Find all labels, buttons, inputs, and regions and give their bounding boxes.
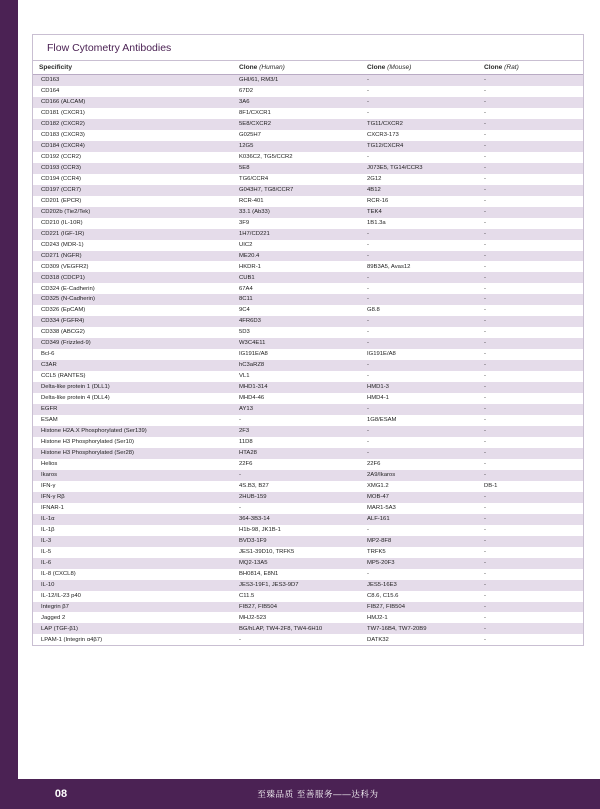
- column-header-clone-rat-label: Clone: [484, 64, 503, 71]
- cell-clone: -: [478, 119, 583, 130]
- cell-clone: -: [478, 97, 583, 108]
- cell-specificity: IL-1α: [33, 514, 233, 525]
- cell-specificity: CD210 (IL-10R): [41, 219, 83, 226]
- cell-clone: -: [478, 229, 583, 240]
- cell-clone: MQ2-13A5: [233, 558, 361, 569]
- cell-clone: -: [478, 272, 583, 283]
- cell-specificity: CD309 (VEGFR2): [41, 263, 89, 270]
- cell-clone: FIB27, FIB504: [233, 602, 361, 613]
- cell-clone: TRFK5: [367, 548, 386, 555]
- table-row: [33, 536, 583, 547]
- cell-clone: 1G8/ESAM: [367, 417, 397, 424]
- cell-clone: -: [484, 197, 486, 204]
- cell-specificity: CD192 (CCR2): [41, 153, 81, 160]
- cell-specificity: CD243 (MDR-1): [41, 241, 84, 248]
- table-row: [33, 86, 583, 97]
- cell-specificity: Histone H2A.X Phosphorylated (Ser139): [33, 426, 233, 437]
- cell-specificity: CCL5 (RANTES): [41, 373, 86, 380]
- cell-clone: -: [367, 285, 369, 292]
- table-body: [33, 75, 583, 646]
- cell-clone: -: [478, 207, 583, 218]
- cell-clone: JES5-16E3: [361, 580, 478, 591]
- cell-clone: MHJ2-523: [239, 614, 267, 621]
- cell-clone: 9C4: [239, 307, 250, 314]
- cell-specificity: CD166 (ALCAM): [33, 97, 233, 108]
- cell-clone: W3C4E11: [233, 338, 361, 349]
- cell-clone: -: [361, 75, 478, 86]
- cell-specificity: LAP (TGF-β1): [33, 623, 233, 634]
- antibody-table-container: [32, 34, 584, 646]
- cell-clone: HTA28: [233, 448, 361, 459]
- cell-specificity: CD164: [41, 88, 60, 95]
- cell-clone: -: [361, 251, 478, 262]
- cell-specificity: Bcl-6: [41, 351, 55, 358]
- cell-clone: MAR1-5A3: [367, 504, 396, 511]
- cell-specificity: IFN-γ Rβ: [33, 492, 233, 503]
- cell-clone: -: [361, 426, 478, 437]
- cell-clone: -: [484, 219, 486, 226]
- cell-clone: 5E8/CXCR2: [233, 119, 361, 130]
- table-row: [33, 185, 583, 196]
- table-row: [33, 130, 583, 141]
- table-row: [33, 503, 583, 514]
- cell-clone: MOB-47: [361, 492, 478, 503]
- table-header: [33, 61, 583, 75]
- cell-clone: -: [367, 153, 369, 160]
- cell-clone: J073E5, TG14/CCR3: [361, 163, 478, 174]
- cell-clone: TG6/CCR4: [239, 175, 269, 182]
- table-row: [33, 470, 583, 481]
- table-row: [33, 108, 583, 119]
- cell-specificity: IL-1β: [41, 526, 55, 533]
- cell-clone: -: [484, 373, 486, 380]
- table-row: [33, 229, 583, 240]
- cell-clone: HKDR-1: [239, 263, 261, 270]
- page-spine: [0, 0, 18, 809]
- table-row: [33, 261, 583, 272]
- cell-specificity: CD202b (Tie2/Tek): [33, 207, 233, 218]
- cell-specificity: CD184 (CXCR4): [33, 141, 233, 152]
- table-row: [33, 415, 583, 426]
- cell-specificity: CD325 (N-Cadherin): [33, 294, 233, 305]
- cell-specificity: CD221 (IGF-1R): [33, 229, 233, 240]
- cell-clone: 364-3B3-14: [233, 514, 361, 525]
- cell-clone: -: [239, 504, 241, 511]
- cell-specificity: IL-5: [41, 548, 52, 555]
- cell-clone: 4B12: [361, 185, 478, 196]
- cell-clone: 2G12: [367, 175, 382, 182]
- cell-clone: -: [239, 417, 241, 424]
- cell-specificity: IFN-γ: [41, 482, 56, 489]
- cell-clone: TW7-16B4, TW7-20B9: [361, 623, 478, 634]
- cell-clone: 3A6: [233, 97, 361, 108]
- cell-clone: -: [478, 185, 583, 196]
- cell-clone: -: [484, 110, 486, 116]
- column-header-clone-human-label: Clone: [239, 64, 258, 71]
- cell-clone: 5E8: [233, 163, 361, 174]
- cell-clone: 11D8: [239, 439, 253, 446]
- cell-clone: -: [484, 439, 486, 446]
- cell-clone: -: [367, 373, 369, 380]
- table-row: [33, 240, 583, 251]
- cell-specificity: C3AR: [33, 360, 233, 371]
- column-header-specificity: [33, 61, 233, 75]
- cell-clone: -: [478, 558, 583, 569]
- table-row: [33, 75, 583, 86]
- cell-clone: -: [478, 536, 583, 547]
- table-row: [33, 580, 583, 591]
- cell-clone: 89B3A5, Avas12: [367, 263, 411, 270]
- cell-specificity: IL-6: [33, 558, 233, 569]
- cell-clone: -: [367, 110, 369, 116]
- cell-specificity: Jagged 2: [41, 614, 66, 621]
- cell-clone: K036C2, TG5/CCR2: [239, 153, 293, 160]
- cell-clone: MP2-8F8: [361, 536, 478, 547]
- cell-clone: -: [367, 329, 369, 336]
- antibody-table: [33, 61, 583, 645]
- cell-clone: 2A9/Ikaros: [361, 470, 478, 481]
- cell-clone: 4S.B3, B27: [239, 482, 269, 489]
- table-row: [33, 448, 583, 459]
- column-header-clone-rat-species: (Rat): [504, 64, 519, 71]
- cell-clone: -: [484, 614, 486, 621]
- cell-clone: 22F6: [239, 461, 253, 467]
- cell-clone: -: [478, 163, 583, 174]
- cell-clone: JES3-19F1, JES3-9D7: [233, 580, 361, 591]
- table-row: [33, 152, 583, 163]
- cell-specificity: Ikaros: [33, 470, 233, 481]
- cell-clone: DATK32: [367, 636, 389, 643]
- table-row: [33, 294, 583, 305]
- cell-specificity: CD201 (EPCR): [41, 197, 82, 204]
- cell-clone: 8C11: [233, 294, 361, 305]
- cell-clone: -: [361, 404, 478, 415]
- cell-clone: MHD1-314: [233, 382, 361, 393]
- cell-clone: -: [484, 461, 486, 467]
- table-row: [33, 459, 583, 470]
- table-row: [33, 218, 583, 229]
- page-footer: [18, 771, 600, 809]
- cell-clone: BH0814, E8N1: [239, 570, 279, 577]
- cell-clone: DB-1: [484, 482, 498, 489]
- cell-specificity: CD193 (CCR3): [33, 163, 233, 174]
- cell-clone: -: [484, 395, 486, 402]
- cell-clone: -: [484, 636, 486, 643]
- cell-clone: 33.1 (Ab33): [233, 207, 361, 218]
- column-header-clone-mouse-label: Clone: [367, 64, 386, 71]
- cell-specificity: CD338 (ABCG2): [41, 329, 85, 336]
- cell-specificity: CD181 (CXCR1): [41, 110, 85, 116]
- table-row: [33, 426, 583, 437]
- cell-clone: -: [484, 241, 486, 248]
- cell-clone: H1b-98, JK1B-1: [239, 526, 281, 533]
- cell-specificity: Helios: [41, 461, 58, 467]
- cell-clone: -: [361, 272, 478, 283]
- cell-clone: -: [478, 316, 583, 327]
- cell-specificity: IL-12/IL-23 p40: [41, 592, 81, 599]
- cell-specificity: ESAM: [41, 417, 58, 424]
- cell-clone: -: [484, 307, 486, 314]
- footer-page-number: 08: [54, 788, 68, 800]
- table-row: [33, 141, 583, 152]
- table-row: [33, 382, 583, 393]
- cell-clone: -: [484, 263, 486, 270]
- cell-specificity: Delta-like protein 4 (DLL4): [41, 395, 110, 402]
- table-row: [33, 305, 583, 316]
- cell-clone: -: [478, 470, 583, 481]
- cell-clone: -: [478, 426, 583, 437]
- table-title: Flow Cytometry Antibodies: [33, 35, 583, 61]
- cell-specificity: CD197 (CCR7): [33, 185, 233, 196]
- cell-clone: IG191E/A8: [239, 351, 268, 358]
- cell-clone: VL1: [239, 373, 250, 380]
- cell-clone: C11.5: [239, 592, 255, 599]
- cell-clone: 3F9: [239, 219, 250, 226]
- table-row: [33, 174, 583, 185]
- cell-clone: BG/hLAP, TW4-2F8, TW4-6H10: [233, 623, 361, 634]
- cell-clone: -: [484, 88, 486, 95]
- table-row: [33, 525, 583, 536]
- column-header-clone-human-species: (Human): [259, 64, 285, 71]
- cell-specificity: CD194 (CCR4): [41, 175, 81, 182]
- cell-clone: -: [367, 526, 369, 533]
- cell-specificity: IFNAR-1: [41, 504, 64, 511]
- table-row: [33, 558, 583, 569]
- cell-clone: 67A4: [239, 285, 253, 292]
- cell-clone: 67D2: [239, 88, 254, 95]
- cell-clone: 8F1/CXCR1: [239, 110, 271, 116]
- cell-clone: -: [361, 360, 478, 371]
- cell-specificity: CD349 (Frizzled-9): [33, 338, 233, 349]
- cell-clone: -: [484, 131, 486, 138]
- cell-clone: -: [484, 570, 486, 577]
- cell-clone: -: [478, 294, 583, 305]
- cell-clone: -: [361, 229, 478, 240]
- cell-clone: -: [478, 251, 583, 262]
- cell-specificity: CD183 (CXCR3): [41, 131, 85, 138]
- table-row: [33, 634, 583, 645]
- column-header-clone-mouse-species: (Mouse): [387, 64, 412, 71]
- cell-clone: -: [478, 360, 583, 371]
- cell-clone: -: [484, 417, 486, 424]
- cell-clone: HMD1-3: [361, 382, 478, 393]
- table-row: [33, 272, 583, 283]
- cell-clone: -: [478, 492, 583, 503]
- cell-specificity: EGFR: [33, 404, 233, 415]
- cell-clone: -: [478, 580, 583, 591]
- cell-clone: ME20.4: [233, 251, 361, 262]
- cell-clone: IG191E/A8: [367, 351, 396, 358]
- cell-specificity: CD318 (CDCP1): [33, 272, 233, 283]
- column-header-clone-rat: [478, 61, 583, 75]
- cell-clone: -: [484, 285, 486, 292]
- table-row: [33, 196, 583, 207]
- cell-clone: AY13: [233, 404, 361, 415]
- table-row: [33, 119, 583, 130]
- table-row: [33, 207, 583, 218]
- footer-slogan: 至臻品质 至善服务——达科为: [257, 789, 379, 799]
- cell-clone: -: [361, 448, 478, 459]
- cell-clone: G8.8: [367, 307, 380, 314]
- cell-clone: -: [478, 382, 583, 393]
- table-row: [33, 393, 583, 404]
- table-row: [33, 251, 583, 262]
- table-row: [33, 591, 583, 602]
- cell-clone: G025H7: [239, 131, 261, 138]
- cell-specificity: IL-10: [33, 580, 233, 591]
- cell-clone: 22F6: [367, 461, 381, 467]
- cell-clone: 2HUB-159: [233, 492, 361, 503]
- cell-clone: 5D3: [239, 329, 250, 336]
- table-row: [33, 283, 583, 294]
- column-header-clone-mouse: [361, 61, 478, 75]
- cell-clone: -: [478, 141, 583, 152]
- cell-clone: UIC2: [239, 241, 253, 248]
- cell-clone: -: [367, 439, 369, 446]
- cell-clone: -: [478, 623, 583, 634]
- cell-clone: -: [233, 470, 361, 481]
- cell-clone: -: [239, 636, 241, 643]
- table-row: [33, 481, 583, 492]
- table-row: [33, 97, 583, 108]
- table-row: [33, 514, 583, 525]
- cell-clone: -: [484, 153, 486, 160]
- cell-clone: MP5-20F3: [361, 558, 478, 569]
- table-row: [33, 360, 583, 371]
- table-row: [33, 437, 583, 448]
- cell-clone: 1H7/CD221: [233, 229, 361, 240]
- cell-clone: -: [361, 338, 478, 349]
- cell-clone: RCR-16: [367, 197, 389, 204]
- table-row: [33, 338, 583, 349]
- cell-clone: FIB27, FIB504: [361, 602, 478, 613]
- cell-clone: BVD3-1F9: [233, 536, 361, 547]
- cell-clone: TG11/CXCR2: [361, 119, 478, 130]
- table-row: [33, 371, 583, 382]
- cell-clone: -: [361, 294, 478, 305]
- table-row: [33, 612, 583, 623]
- table-row: [33, 602, 583, 613]
- cell-clone: -: [484, 504, 486, 511]
- cell-clone: JES1-39D10, TRFK5: [239, 548, 295, 555]
- cell-clone: -: [484, 548, 486, 555]
- cell-specificity: Delta-like protein 1 (DLL1): [33, 382, 233, 393]
- cell-specificity: LPAM-1 (Integrin α4β7): [41, 636, 103, 643]
- table-row: [33, 623, 583, 634]
- cell-clone: GHI/61, RM3/1: [233, 75, 361, 86]
- cell-clone: -: [484, 592, 486, 599]
- cell-clone: -: [478, 75, 583, 86]
- cell-clone: -: [484, 526, 486, 533]
- cell-clone: CXCR3-173: [367, 131, 399, 138]
- cell-clone: RCR-401: [239, 197, 264, 204]
- cell-clone: -: [361, 97, 478, 108]
- cell-clone: ALF-161: [361, 514, 478, 525]
- cell-specificity: IL-3: [33, 536, 233, 547]
- table-header-row: [33, 61, 583, 75]
- table-row: [33, 569, 583, 580]
- cell-specificity: CD182 (CXCR2): [33, 119, 233, 130]
- cell-specificity: IL-8 (CXCL8): [41, 570, 76, 577]
- cell-clone: HMD4-1: [367, 395, 389, 402]
- cell-clone: -: [484, 351, 486, 358]
- cell-clone: CUB1: [233, 272, 361, 283]
- cell-clone: 12G5: [233, 141, 361, 152]
- column-header-clone-human: [233, 61, 361, 75]
- cell-clone: 2F3: [233, 426, 361, 437]
- cell-clone: -: [361, 316, 478, 327]
- page-body: [18, 0, 600, 809]
- cell-specificity: CD271 (NGFR): [33, 251, 233, 262]
- cell-clone: HMJ2-1: [367, 614, 388, 621]
- table-row: [33, 349, 583, 360]
- cell-specificity: CD324 (E-Cadherin): [41, 285, 95, 292]
- table-row: [33, 316, 583, 327]
- column-header-specificity-label: Specificity: [39, 64, 72, 71]
- cell-clone: hC3aRZ8: [233, 360, 361, 371]
- cell-specificity: Histone H3 Phosphorylated (Ser28): [33, 448, 233, 459]
- cell-clone: MHD4-46: [239, 395, 265, 402]
- cell-clone: G043H7, TG8/CCR7: [233, 185, 361, 196]
- cell-specificity: Histone H3 Phosphorylated (Ser10): [41, 439, 134, 446]
- cell-clone: -: [484, 175, 486, 182]
- cell-clone: -: [478, 404, 583, 415]
- cell-specificity: CD326 (EpCAM): [41, 307, 86, 314]
- cell-clone: TG12/CXCR4: [361, 141, 478, 152]
- table-row: [33, 327, 583, 338]
- cell-clone: -: [478, 448, 583, 459]
- table-row: [33, 163, 583, 174]
- cell-clone: C8.6, C15.6: [367, 592, 399, 599]
- cell-clone: -: [367, 88, 369, 95]
- table-row: [33, 404, 583, 415]
- cell-specificity: CD163: [33, 75, 233, 86]
- cell-clone: 4FR6D3: [233, 316, 361, 327]
- cell-clone: XMG1.2: [367, 482, 389, 489]
- cell-clone: -: [478, 514, 583, 525]
- table-row: [33, 547, 583, 558]
- cell-clone: -: [478, 338, 583, 349]
- cell-clone: -: [367, 241, 369, 248]
- cell-clone: -: [367, 570, 369, 577]
- cell-clone: -: [484, 329, 486, 336]
- cell-clone: -: [478, 602, 583, 613]
- cell-clone: TEK4: [361, 207, 478, 218]
- table-row: [33, 492, 583, 503]
- cell-specificity: CD334 (FGFR4): [33, 316, 233, 327]
- cell-clone: 1B1.3a: [367, 219, 386, 226]
- cell-specificity: Integrin β7: [33, 602, 233, 613]
